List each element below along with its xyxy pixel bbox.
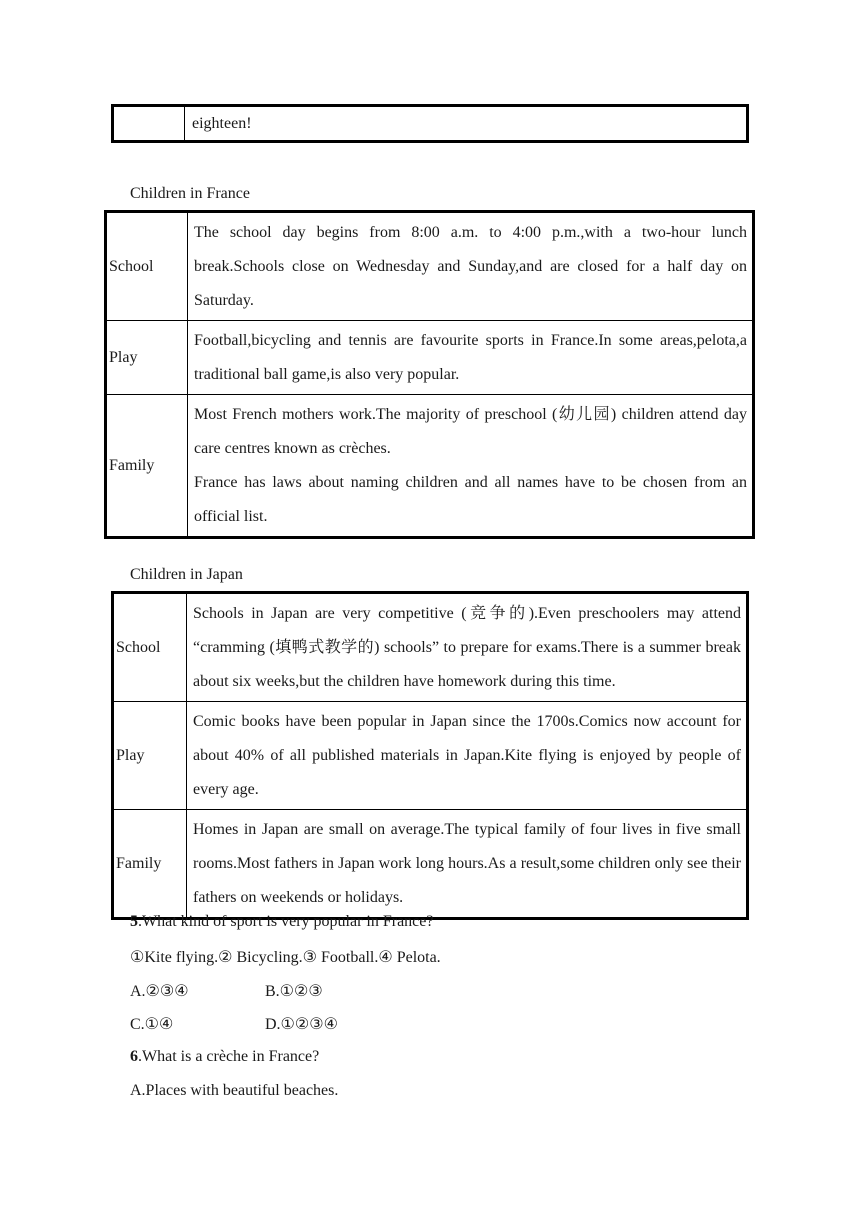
question-6-option-a: A.Places with beautiful beaches. <box>130 1082 339 1099</box>
france-row-play <box>106 321 754 395</box>
row-text <box>187 593 748 702</box>
question-text: .What is a crèche in France? <box>138 1048 320 1065</box>
text-line: Schools in Japan are very competitive (竞争的).Even preschoolers may attend “cramming (填鸭式教学的) schools” to prepare for exams.There is a summer break about six weeks,but the children have homework during this time. <box>193 605 741 690</box>
question-number: 5 <box>130 913 138 930</box>
row-label: School <box>106 212 188 321</box>
question-text: .What kind of sport is very popular in France? <box>138 913 434 930</box>
text-line: Homes in Japan are small on average.The typical family of four lives in five small rooms.Most fathers in Japan work long hours.As a result,some children only see their fathers on weekends or holidays. <box>193 821 741 906</box>
japan-caption: Children in Japan <box>130 566 243 583</box>
japan-row-family <box>113 810 748 919</box>
japan-table <box>111 591 749 920</box>
row-text <box>187 810 748 919</box>
question-5-items: ①Kite flying.② Bicycling.③ Football.④ Pelota. <box>130 949 441 966</box>
france-row-school <box>106 212 754 321</box>
france-table <box>104 210 755 539</box>
row-text <box>188 395 754 538</box>
japan-row-school <box>113 593 748 702</box>
row-label: Play <box>113 702 187 810</box>
top-table-empty-cell <box>113 106 185 142</box>
top-table-cell: eighteen! <box>192 114 252 132</box>
question-5-stem <box>130 913 433 931</box>
question-6-stem <box>130 1048 319 1066</box>
question-5-option-c: C.①④ <box>130 1016 174 1033</box>
top-table-fragment <box>111 104 749 143</box>
text-line: Most French mothers work.The majority of preschool (幼儿园) children attend day care centres known as crèches. <box>194 406 747 457</box>
question-5-option-b: B.①②③ <box>265 983 323 1000</box>
question-number: 6 <box>130 1048 138 1065</box>
text-line: Comic books have been popular in Japan since the 1700s.Comics now account for about 40% of all published materials in Japan.Kite flying is enjoyed by people of every age. <box>193 713 741 798</box>
row-label: Family <box>106 395 188 538</box>
row-text <box>187 702 748 810</box>
text-line: The school day begins from 8:00 a.m. to 4:00 p.m.,with a two-hour lunch break.Schools close on Wednesday and Sunday,and are closed for a half day on Saturday. <box>194 224 747 309</box>
row-text <box>188 321 754 395</box>
france-row-family <box>106 395 754 538</box>
row-label: School <box>113 593 187 702</box>
row-text <box>188 212 754 321</box>
question-5-option-a: A.②③④ <box>130 983 189 1000</box>
question-5-option-d: D.①②③④ <box>265 1016 338 1033</box>
row-label: Play <box>106 321 188 395</box>
france-caption: Children in France <box>130 185 250 202</box>
japan-row-play <box>113 702 748 810</box>
row-label: Family <box>113 810 187 919</box>
text-line: France has laws about naming children and all names have to be chosen from an official list. <box>194 474 747 525</box>
text-line: Football,bicycling and tennis are favourite sports in France.In some areas,pelota,a traditional ball game,is also very popular. <box>194 332 747 383</box>
